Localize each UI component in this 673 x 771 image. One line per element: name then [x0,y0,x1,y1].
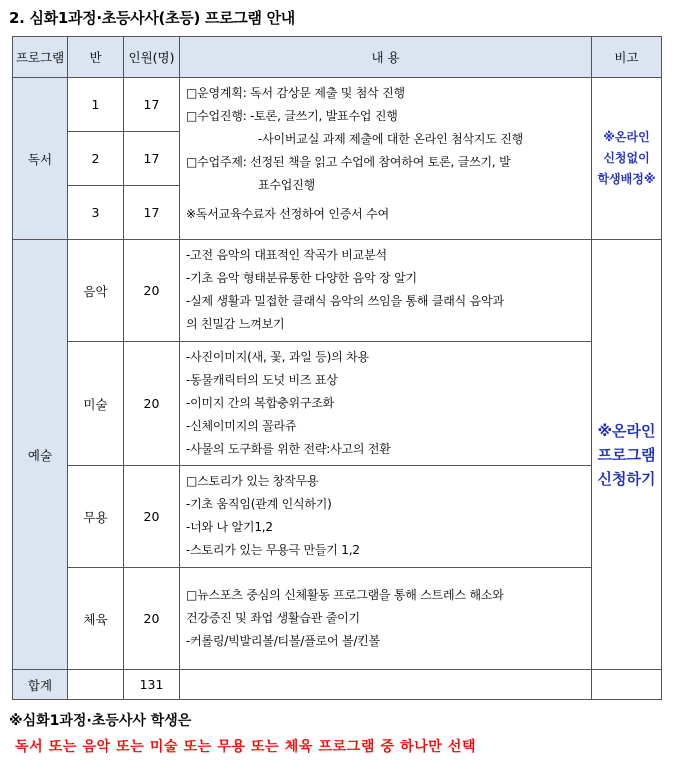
count-cell: 20 [124,342,180,466]
total-row [13,670,662,700]
reading-content [180,78,592,240]
header-count: 인원(명) [124,37,180,78]
table-header-row [13,37,662,78]
content-line: □뉴스포츠 중심의 신체활동 프로그램을 통해 스트레스 해소와 [186,588,504,602]
count-cell: 17 [124,186,180,240]
content-line: -고전 음악의 대표적인 작곡가 비교분석 [186,248,387,262]
content-line: □스토리가 있는 창작무용 [186,474,319,488]
total-count: 131 [124,670,180,700]
content-line: -너와 나 알기1,2 [186,520,273,534]
program-table [12,36,662,700]
content-line: -이미지 간의 복합충위구조화 [186,396,335,410]
content-line: □운영계획: 독서 감상문 제출 및 첨삭 진행 [186,86,405,100]
table-row [13,240,662,342]
content-line: -기초 움직임(관계 인식하기) [186,497,332,511]
note-line: 프로그램 [597,445,656,464]
footer-selection-rule: 독서 또는 음악 또는 미술 또는 무용 또는 체육 프로그램 중 하나만 선택 [15,739,477,755]
content-line: -사이버교실 과제 제출에 대한 온라인 첨삭지도 진행 [258,132,524,146]
content-line: ※독서교육수료자 선정하여 인증서 수여 [186,207,389,221]
music-content [180,240,592,342]
header-note: 비고 [592,37,662,78]
header-class: 반 [68,37,124,78]
content-line: -동물캐릭터의 도넛 비즈 표상 [186,373,338,387]
total-content-empty [180,670,592,700]
count-cell: 20 [124,466,180,568]
program-arts: 예술 [13,240,68,670]
table-row [13,466,662,568]
count-cell: 17 [124,78,180,132]
dance-content [180,466,592,568]
table-row [13,78,662,132]
reading-note [592,78,662,240]
content-line: -사진이미지(새, 꽃, 과일 등)의 차용 [186,350,369,364]
content-line: -커롤링/빅발리볼/티볼/플로어 볼/킨볼 [186,634,380,648]
total-class-empty [68,670,124,700]
content-line: -실제 생활과 밀접한 클래식 음악의 쓰임을 통해 클래식 음악과 [186,294,504,308]
content-line: -신체이미지의 꼴라쥬 [186,419,297,433]
note-line: ※온라인 [597,421,656,440]
count-cell: 20 [124,240,180,342]
footer-note: ※심화1과정·초등사사 학생은 [9,713,192,729]
header-content: 내 용 [180,37,592,78]
content-line: -사물의 도구화를 위한 전략:사고의 전환 [186,442,391,456]
content-line: -기초 음악 형태분류통한 다양한 음악 장 알기 [186,271,417,285]
total-note-empty [592,670,662,700]
note-line: 학생배정※ [597,172,656,186]
note-line: 신청하기 [597,469,656,488]
header-program: 프로그램 [13,37,68,78]
note-line: 신청없이 [603,151,650,165]
table-row [13,568,662,670]
art-content [180,342,592,466]
class-cell: 무용 [68,466,124,568]
class-cell: 미술 [68,342,124,466]
arts-note [592,240,662,670]
content-line: 건강증진 및 좌업 생활습관 줄이기 [186,611,360,625]
content-line: -스토리가 있는 무용극 만들기 1,2 [186,543,360,557]
class-cell: 음악 [68,240,124,342]
count-cell: 20 [124,568,180,670]
class-cell: 1 [68,78,124,132]
program-reading: 독서 [13,78,68,240]
content-line: □수업주제: 선정된 책을 읽고 수업에 참여하여 토론, 글쓰기, 발 [186,155,511,169]
class-cell: 3 [68,186,124,240]
table-row [13,342,662,466]
class-cell: 체육 [68,568,124,670]
total-label: 합계 [13,670,68,700]
content-line: □수업진행: -토론, 글쓰기, 발표수업 진행 [186,109,398,123]
pe-content [180,568,592,670]
count-cell: 17 [124,132,180,186]
note-line: ※온라인 [603,130,650,144]
class-cell: 2 [68,132,124,186]
content-line: 표수업진행 [258,178,315,192]
content-line: 의 친밀감 느껴보기 [186,317,285,331]
page-title: 2. 심화1과정·초등사사(초등) 프로그램 안내 [9,9,295,27]
